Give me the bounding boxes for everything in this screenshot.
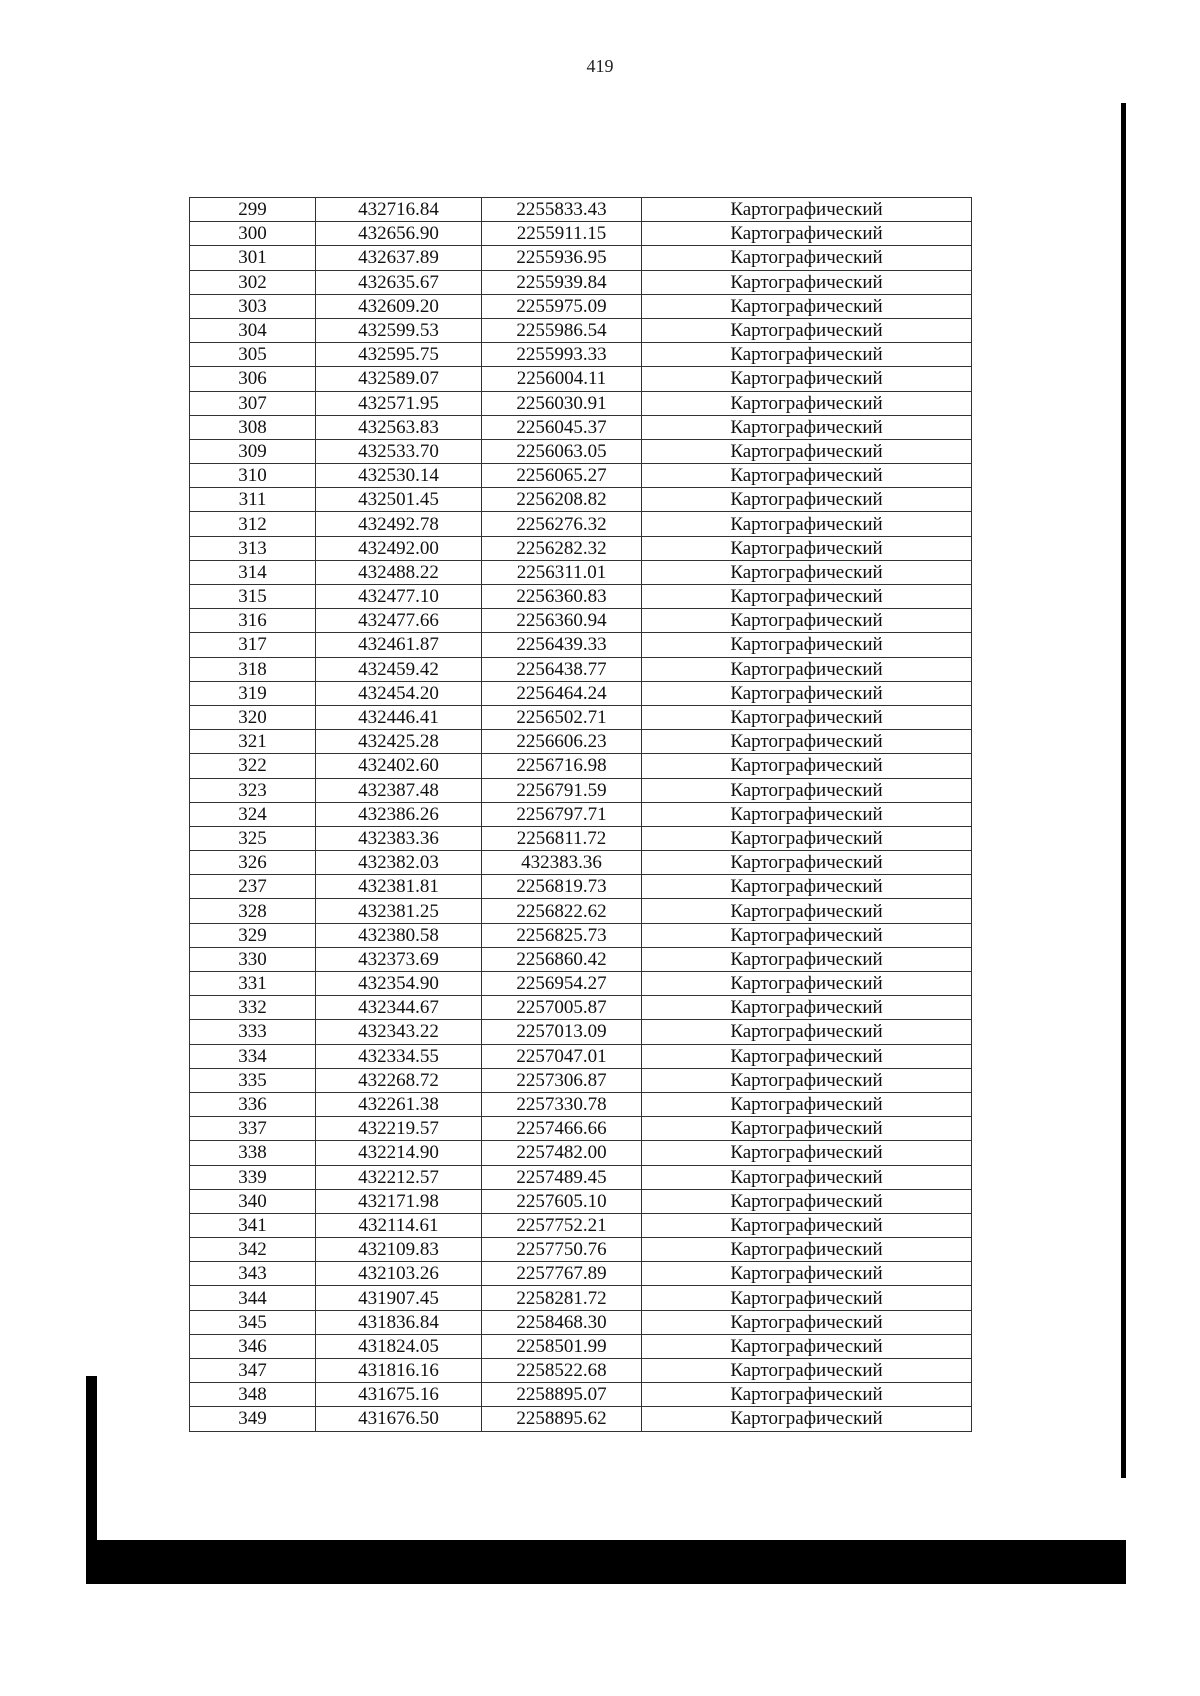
table-row <box>190 972 972 996</box>
table-row <box>190 1044 972 1068</box>
method-cell: Картографический <box>642 246 972 270</box>
coordinates-table-body <box>190 198 972 1432</box>
point-number-cell: 334 <box>190 1044 316 1068</box>
method-cell: Картографический <box>642 1310 972 1334</box>
point-number-cell: 300 <box>190 222 316 246</box>
table-row <box>190 198 972 222</box>
y-coordinate-cell: 2257767.89 <box>482 1262 642 1286</box>
x-coordinate-cell: 432334.55 <box>316 1044 482 1068</box>
x-coordinate-cell: 432609.20 <box>316 294 482 318</box>
x-coordinate-cell: 432533.70 <box>316 439 482 463</box>
coordinates-table <box>189 197 972 1432</box>
y-coordinate-cell: 2256063.05 <box>482 439 642 463</box>
table-row <box>190 488 972 512</box>
x-coordinate-cell: 432214.90 <box>316 1141 482 1165</box>
y-coordinate-cell: 2255936.95 <box>482 246 642 270</box>
table-row <box>190 1092 972 1116</box>
table-row <box>190 778 972 802</box>
table-row <box>190 1359 972 1383</box>
y-coordinate-cell: 2255833.43 <box>482 198 642 222</box>
y-coordinate-cell: 2256276.32 <box>482 512 642 536</box>
method-cell: Картографический <box>642 1383 972 1407</box>
point-number-cell: 346 <box>190 1334 316 1358</box>
method-cell: Картографический <box>642 391 972 415</box>
table-row <box>190 536 972 560</box>
y-coordinate-cell: 2257047.01 <box>482 1044 642 1068</box>
x-coordinate-cell: 432171.98 <box>316 1189 482 1213</box>
x-coordinate-cell: 432382.03 <box>316 851 482 875</box>
method-cell: Картографический <box>642 560 972 584</box>
method-cell: Картографический <box>642 1092 972 1116</box>
x-coordinate-cell: 432571.95 <box>316 391 482 415</box>
point-number-cell: 313 <box>190 536 316 560</box>
point-number-cell: 324 <box>190 802 316 826</box>
y-coordinate-cell: 2256606.23 <box>482 730 642 754</box>
x-coordinate-cell: 432637.89 <box>316 246 482 270</box>
point-number-cell: 316 <box>190 609 316 633</box>
y-coordinate-cell: 2255993.33 <box>482 343 642 367</box>
point-number-cell: 317 <box>190 633 316 657</box>
table-row <box>190 1020 972 1044</box>
point-number-cell: 237 <box>190 875 316 899</box>
y-coordinate-cell: 2256439.33 <box>482 633 642 657</box>
method-cell: Картографический <box>642 318 972 342</box>
y-coordinate-cell: 2258895.62 <box>482 1407 642 1431</box>
y-coordinate-cell: 2257489.45 <box>482 1165 642 1189</box>
method-cell: Картографический <box>642 439 972 463</box>
point-number-cell: 332 <box>190 996 316 1020</box>
method-cell: Картографический <box>642 972 972 996</box>
y-coordinate-cell: 2256045.37 <box>482 415 642 439</box>
x-coordinate-cell: 432212.57 <box>316 1165 482 1189</box>
point-number-cell: 315 <box>190 585 316 609</box>
x-coordinate-cell: 432114.61 <box>316 1213 482 1237</box>
x-coordinate-cell: 432589.07 <box>316 367 482 391</box>
y-coordinate-cell: 2256502.71 <box>482 705 642 729</box>
table-row <box>190 560 972 584</box>
table-row <box>190 1213 972 1237</box>
x-coordinate-cell: 432461.87 <box>316 633 482 657</box>
point-number-cell: 310 <box>190 464 316 488</box>
point-number-cell: 342 <box>190 1238 316 1262</box>
x-coordinate-cell: 431676.50 <box>316 1407 482 1431</box>
point-number-cell: 331 <box>190 972 316 996</box>
table-row <box>190 705 972 729</box>
y-coordinate-cell: 2255975.09 <box>482 294 642 318</box>
table-row <box>190 1238 972 1262</box>
table-row <box>190 730 972 754</box>
method-cell: Картографический <box>642 633 972 657</box>
table-row <box>190 318 972 342</box>
x-coordinate-cell: 431907.45 <box>316 1286 482 1310</box>
point-number-cell: 301 <box>190 246 316 270</box>
table-row <box>190 1286 972 1310</box>
point-number-cell: 333 <box>190 1020 316 1044</box>
table-row <box>190 1334 972 1358</box>
x-coordinate-cell: 432381.25 <box>316 899 482 923</box>
y-coordinate-cell: 2257466.66 <box>482 1117 642 1141</box>
y-coordinate-cell: 2257482.00 <box>482 1141 642 1165</box>
point-number-cell: 330 <box>190 947 316 971</box>
method-cell: Картографический <box>642 996 972 1020</box>
method-cell: Картографический <box>642 754 972 778</box>
method-cell: Картографический <box>642 875 972 899</box>
table-row <box>190 391 972 415</box>
table-row <box>190 512 972 536</box>
x-coordinate-cell: 432492.00 <box>316 536 482 560</box>
y-coordinate-cell: 2256360.94 <box>482 609 642 633</box>
y-coordinate-cell: 2256797.71 <box>482 802 642 826</box>
table-row <box>190 996 972 1020</box>
table-row <box>190 294 972 318</box>
x-coordinate-cell: 432354.90 <box>316 972 482 996</box>
method-cell: Картографический <box>642 512 972 536</box>
point-number-cell: 299 <box>190 198 316 222</box>
point-number-cell: 302 <box>190 270 316 294</box>
table-row <box>190 609 972 633</box>
point-number-cell: 303 <box>190 294 316 318</box>
y-coordinate-cell: 2256030.91 <box>482 391 642 415</box>
method-cell: Картографический <box>642 609 972 633</box>
method-cell: Картографический <box>642 536 972 560</box>
x-coordinate-cell: 432716.84 <box>316 198 482 222</box>
point-number-cell: 349 <box>190 1407 316 1431</box>
table-row <box>190 1165 972 1189</box>
y-coordinate-cell: 2257750.76 <box>482 1238 642 1262</box>
table-row <box>190 1189 972 1213</box>
x-coordinate-cell: 432261.38 <box>316 1092 482 1116</box>
x-coordinate-cell: 432488.22 <box>316 560 482 584</box>
x-coordinate-cell: 432402.60 <box>316 754 482 778</box>
method-cell: Картографический <box>642 1262 972 1286</box>
method-cell: Картографический <box>642 1068 972 1092</box>
point-number-cell: 307 <box>190 391 316 415</box>
method-cell: Картографический <box>642 947 972 971</box>
table-row <box>190 1262 972 1286</box>
y-coordinate-cell: 2256791.59 <box>482 778 642 802</box>
method-cell: Картографический <box>642 270 972 294</box>
x-coordinate-cell: 432530.14 <box>316 464 482 488</box>
page-number: 419 <box>586 56 614 76</box>
x-coordinate-cell: 431836.84 <box>316 1310 482 1334</box>
table-row <box>190 415 972 439</box>
x-coordinate-cell: 432387.48 <box>316 778 482 802</box>
table-row <box>190 681 972 705</box>
method-cell: Картографический <box>642 1189 972 1213</box>
method-cell: Картографический <box>642 488 972 512</box>
y-coordinate-cell: 2258895.07 <box>482 1383 642 1407</box>
method-cell: Картографический <box>642 899 972 923</box>
point-number-cell: 328 <box>190 899 316 923</box>
method-cell: Картографический <box>642 802 972 826</box>
y-coordinate-cell: 2256811.72 <box>482 826 642 850</box>
table-row <box>190 464 972 488</box>
point-number-cell: 312 <box>190 512 316 536</box>
point-number-cell: 343 <box>190 1262 316 1286</box>
x-coordinate-cell: 432343.22 <box>316 1020 482 1044</box>
method-cell: Картографический <box>642 826 972 850</box>
x-coordinate-cell: 432459.42 <box>316 657 482 681</box>
y-coordinate-cell: 2255911.15 <box>482 222 642 246</box>
point-number-cell: 314 <box>190 560 316 584</box>
method-cell: Картографический <box>642 730 972 754</box>
y-coordinate-cell: 2256825.73 <box>482 923 642 947</box>
table-row <box>190 439 972 463</box>
method-cell: Картографический <box>642 343 972 367</box>
x-coordinate-cell: 431816.16 <box>316 1359 482 1383</box>
table-row <box>190 222 972 246</box>
x-coordinate-cell: 432477.10 <box>316 585 482 609</box>
method-cell: Картографический <box>642 198 972 222</box>
table-row <box>190 1068 972 1092</box>
x-coordinate-cell: 431675.16 <box>316 1383 482 1407</box>
point-number-cell: 308 <box>190 415 316 439</box>
x-coordinate-cell: 432595.75 <box>316 343 482 367</box>
method-cell: Картографический <box>642 657 972 681</box>
y-coordinate-cell: 2256438.77 <box>482 657 642 681</box>
table-row <box>190 246 972 270</box>
point-number-cell: 345 <box>190 1310 316 1334</box>
point-number-cell: 311 <box>190 488 316 512</box>
point-number-cell: 341 <box>190 1213 316 1237</box>
table-row <box>190 923 972 947</box>
x-coordinate-cell: 432599.53 <box>316 318 482 342</box>
method-cell: Картографический <box>642 1213 972 1237</box>
method-cell: Картографический <box>642 415 972 439</box>
method-cell: Картографический <box>642 778 972 802</box>
y-coordinate-cell: 2256065.27 <box>482 464 642 488</box>
method-cell: Картографический <box>642 1020 972 1044</box>
y-coordinate-cell: 2257005.87 <box>482 996 642 1020</box>
y-coordinate-cell: 2256311.01 <box>482 560 642 584</box>
x-coordinate-cell: 432383.36 <box>316 826 482 850</box>
method-cell: Картографический <box>642 681 972 705</box>
y-coordinate-cell: 2256716.98 <box>482 754 642 778</box>
point-number-cell: 337 <box>190 1117 316 1141</box>
point-number-cell: 338 <box>190 1141 316 1165</box>
x-coordinate-cell: 432103.26 <box>316 1262 482 1286</box>
table-row <box>190 851 972 875</box>
method-cell: Картографический <box>642 367 972 391</box>
method-cell: Картографический <box>642 851 972 875</box>
scan-edge-right <box>1121 103 1126 1478</box>
x-coordinate-cell: 432656.90 <box>316 222 482 246</box>
table-row <box>190 270 972 294</box>
point-number-cell: 348 <box>190 1383 316 1407</box>
table-row <box>190 899 972 923</box>
method-cell: Картографический <box>642 1407 972 1431</box>
method-cell: Картографический <box>642 1286 972 1310</box>
point-number-cell: 339 <box>190 1165 316 1189</box>
y-coordinate-cell: 2257013.09 <box>482 1020 642 1044</box>
point-number-cell: 340 <box>190 1189 316 1213</box>
point-number-cell: 336 <box>190 1092 316 1116</box>
x-coordinate-cell: 432477.66 <box>316 609 482 633</box>
point-number-cell: 326 <box>190 851 316 875</box>
table-row <box>190 1141 972 1165</box>
table-row <box>190 802 972 826</box>
table-row <box>190 1383 972 1407</box>
table-row <box>190 754 972 778</box>
point-number-cell: 335 <box>190 1068 316 1092</box>
table-row <box>190 633 972 657</box>
y-coordinate-cell: 2257752.21 <box>482 1213 642 1237</box>
table-row <box>190 585 972 609</box>
method-cell: Картографический <box>642 1238 972 1262</box>
method-cell: Картографический <box>642 1334 972 1358</box>
y-coordinate-cell: 2256208.82 <box>482 488 642 512</box>
x-coordinate-cell: 432563.83 <box>316 415 482 439</box>
y-coordinate-cell: 2258468.30 <box>482 1310 642 1334</box>
y-coordinate-cell: 2258501.99 <box>482 1334 642 1358</box>
method-cell: Картографический <box>642 464 972 488</box>
method-cell: Картографический <box>642 705 972 729</box>
method-cell: Картографический <box>642 1044 972 1068</box>
y-coordinate-cell: 2256282.32 <box>482 536 642 560</box>
table-row <box>190 1117 972 1141</box>
table-row <box>190 367 972 391</box>
point-number-cell: 305 <box>190 343 316 367</box>
y-coordinate-cell: 2257330.78 <box>482 1092 642 1116</box>
y-coordinate-cell: 2258281.72 <box>482 1286 642 1310</box>
method-cell: Картографический <box>642 222 972 246</box>
point-number-cell: 321 <box>190 730 316 754</box>
method-cell: Картографический <box>642 1165 972 1189</box>
table-row <box>190 826 972 850</box>
x-coordinate-cell: 432454.20 <box>316 681 482 705</box>
x-coordinate-cell: 432635.67 <box>316 270 482 294</box>
x-coordinate-cell: 432501.45 <box>316 488 482 512</box>
y-coordinate-cell: 2256860.42 <box>482 947 642 971</box>
y-coordinate-cell: 432383.36 <box>482 851 642 875</box>
y-coordinate-cell: 2257306.87 <box>482 1068 642 1092</box>
method-cell: Картографический <box>642 1117 972 1141</box>
point-number-cell: 318 <box>190 657 316 681</box>
y-coordinate-cell: 2256819.73 <box>482 875 642 899</box>
point-number-cell: 304 <box>190 318 316 342</box>
x-coordinate-cell: 432380.58 <box>316 923 482 947</box>
point-number-cell: 306 <box>190 367 316 391</box>
table-row <box>190 947 972 971</box>
x-coordinate-cell: 432492.78 <box>316 512 482 536</box>
method-cell: Картографический <box>642 923 972 947</box>
method-cell: Картографический <box>642 585 972 609</box>
point-number-cell: 322 <box>190 754 316 778</box>
point-number-cell: 344 <box>190 1286 316 1310</box>
y-coordinate-cell: 2256464.24 <box>482 681 642 705</box>
x-coordinate-cell: 432446.41 <box>316 705 482 729</box>
point-number-cell: 320 <box>190 705 316 729</box>
table-row <box>190 875 972 899</box>
table-row <box>190 343 972 367</box>
x-coordinate-cell: 432109.83 <box>316 1238 482 1262</box>
point-number-cell: 309 <box>190 439 316 463</box>
y-coordinate-cell: 2256004.11 <box>482 367 642 391</box>
y-coordinate-cell: 2256360.83 <box>482 585 642 609</box>
point-number-cell: 329 <box>190 923 316 947</box>
point-number-cell: 323 <box>190 778 316 802</box>
x-coordinate-cell: 432425.28 <box>316 730 482 754</box>
scan-edge-bottom <box>86 1540 1126 1584</box>
point-number-cell: 325 <box>190 826 316 850</box>
x-coordinate-cell: 432381.81 <box>316 875 482 899</box>
y-coordinate-cell: 2257605.10 <box>482 1189 642 1213</box>
y-coordinate-cell: 2258522.68 <box>482 1359 642 1383</box>
x-coordinate-cell: 431824.05 <box>316 1334 482 1358</box>
point-number-cell: 319 <box>190 681 316 705</box>
x-coordinate-cell: 432386.26 <box>316 802 482 826</box>
method-cell: Картографический <box>642 1141 972 1165</box>
table-row <box>190 1310 972 1334</box>
x-coordinate-cell: 432268.72 <box>316 1068 482 1092</box>
x-coordinate-cell: 432373.69 <box>316 947 482 971</box>
y-coordinate-cell: 2255986.54 <box>482 318 642 342</box>
y-coordinate-cell: 2256822.62 <box>482 899 642 923</box>
x-coordinate-cell: 432344.67 <box>316 996 482 1020</box>
method-cell: Картографический <box>642 1359 972 1383</box>
table-row <box>190 1407 972 1431</box>
table-row <box>190 657 972 681</box>
y-coordinate-cell: 2256954.27 <box>482 972 642 996</box>
point-number-cell: 347 <box>190 1359 316 1383</box>
method-cell: Картографический <box>642 294 972 318</box>
x-coordinate-cell: 432219.57 <box>316 1117 482 1141</box>
y-coordinate-cell: 2255939.84 <box>482 270 642 294</box>
